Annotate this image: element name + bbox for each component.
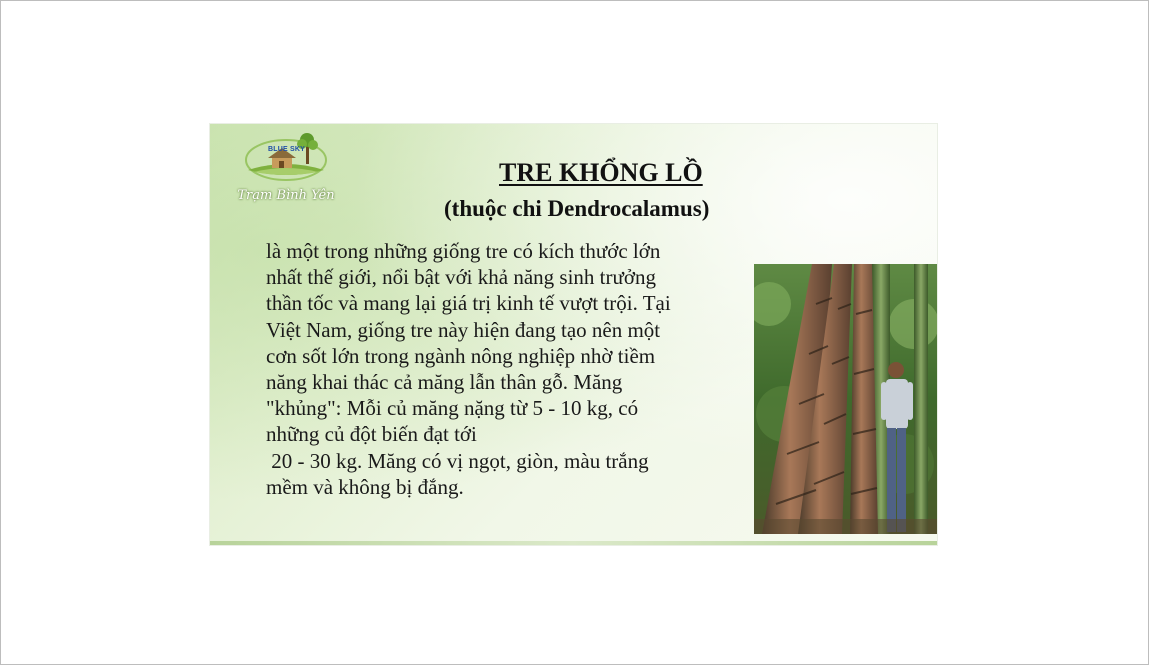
- body-line: thần tốc và mang lại giá trị kinh tế vượt trội. Tại: [266, 291, 671, 316]
- slide: [210, 124, 937, 545]
- slide-body-text: [266, 238, 736, 500]
- logo: [224, 128, 348, 210]
- giant-bamboo-photo: [754, 264, 937, 534]
- body-line: 20 - 30 kg. Măng có vị ngọt, giòn, màu trắng: [266, 448, 649, 473]
- body-line: "khủng": Mỗi củ măng nặng từ 5 - 10 kg, có: [266, 396, 639, 421]
- house-tree-logo-icon: [224, 128, 348, 188]
- body-line: Việt Nam, giống tre này hiện đang tạo nên một: [266, 317, 661, 342]
- body-line: nhất thế giới, nổi bật với khả năng sinh trưởng: [266, 265, 656, 290]
- body-line: những củ đột biến đạt tới: [266, 422, 477, 447]
- body-line: là một trong những giống tre có kích thước lớn: [266, 239, 661, 263]
- logo-brand: BLUE SKY: [268, 146, 305, 153]
- logo-tagline: Trạm Bình Yên: [237, 188, 335, 203]
- body-line: mềm và không bị đắng.: [266, 474, 464, 499]
- body-line: cơn sốt lớn trong ngành nông nghiệp nhờ tiềm: [266, 343, 656, 368]
- slide-subtitle: (thuộc chi Dendrocalamus): [444, 196, 710, 221]
- body-line: năng khai thác cả măng lẫn thân gỗ. Măng: [266, 370, 623, 395]
- slide-title: TRE KHỔNG LỒ: [499, 158, 703, 187]
- slide-bottom-bar: [210, 541, 937, 545]
